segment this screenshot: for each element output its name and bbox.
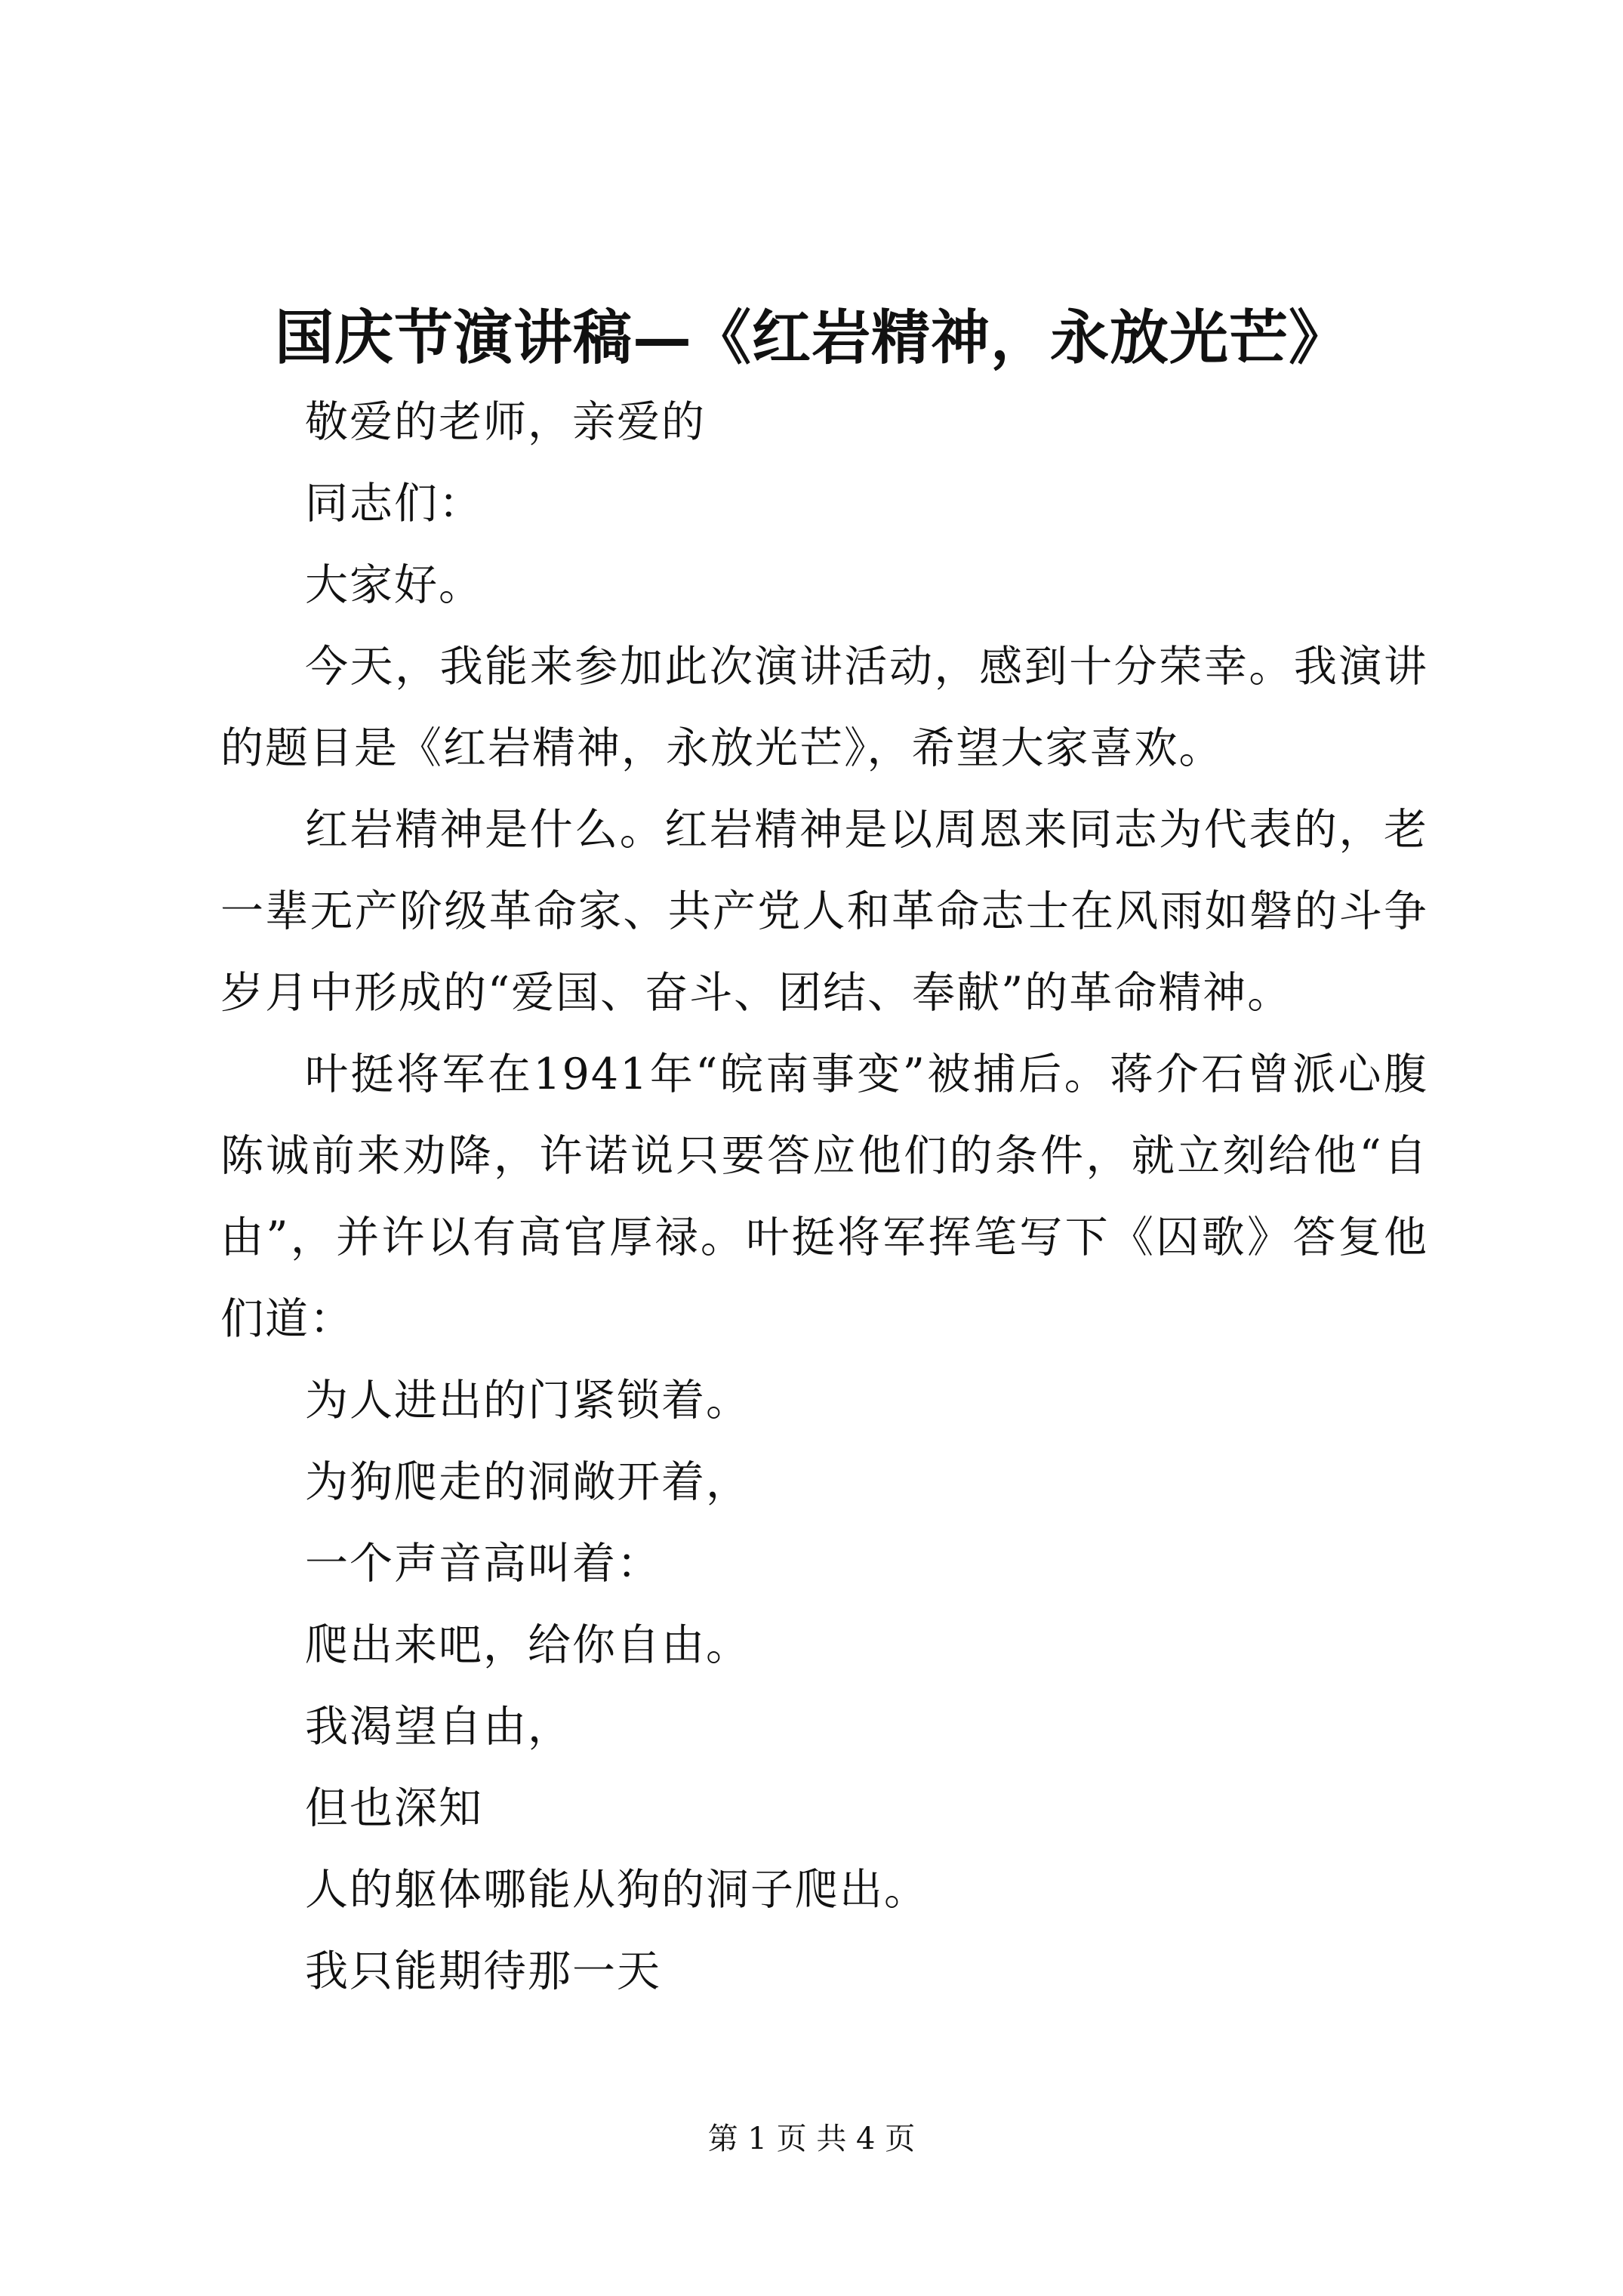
document-title: 国庆节演讲稿—《红岩精神，永放光芒》 xyxy=(274,304,1348,372)
poem-line: 为人进出的门紧锁着。 xyxy=(305,1376,750,1425)
document-body xyxy=(220,381,1428,2012)
paragraph: 同志们： xyxy=(305,479,483,529)
paragraph: 叶挺将军在1941年“皖南事变”被捕后。蒋介石曾派心腹陈诚前来劝降，许诺说只要答应他们的条件，就立刻给他“自由”，并许以有高官厚禄。叶挺将军挥笔写下《囚歌》答复他们道： xyxy=(220,1049,1428,1344)
poem-line: 一个声音高叫着： xyxy=(305,1539,661,1589)
paragraph: 大家好。 xyxy=(305,560,483,610)
poem-line: 但也深知 xyxy=(305,1783,483,1833)
page-footer: 第 1 页 共 4 页 xyxy=(707,2122,916,2156)
poem-line: 爬出来吧，给你自由。 xyxy=(305,1620,750,1670)
poem-line: 我渴望自由， xyxy=(305,1702,572,1752)
poem-line: 人的躯体哪能从狗的洞子爬出。 xyxy=(305,1865,929,1915)
paragraph: 敬爱的老师，亲爱的 xyxy=(305,397,706,447)
poem-line: 我只能期待那一天 xyxy=(305,1946,661,1996)
paragraph: 红岩精神是什么。红岩精神是以周恩来同志为代表的，老一辈无产阶级革命家、共产党人和革命志士在风雨如磐的斗争岁月中形成的“爱国、奋斗、团结、奉献”的革命精神。 xyxy=(220,805,1428,1018)
paragraph: 今天，我能来参加此次演讲活动，感到十分荣幸。我演讲的题目是《红岩精神，永放光芒》，希望大家喜欢。 xyxy=(220,642,1428,773)
poem-line: 为狗爬走的洞敞开着， xyxy=(305,1457,750,1507)
